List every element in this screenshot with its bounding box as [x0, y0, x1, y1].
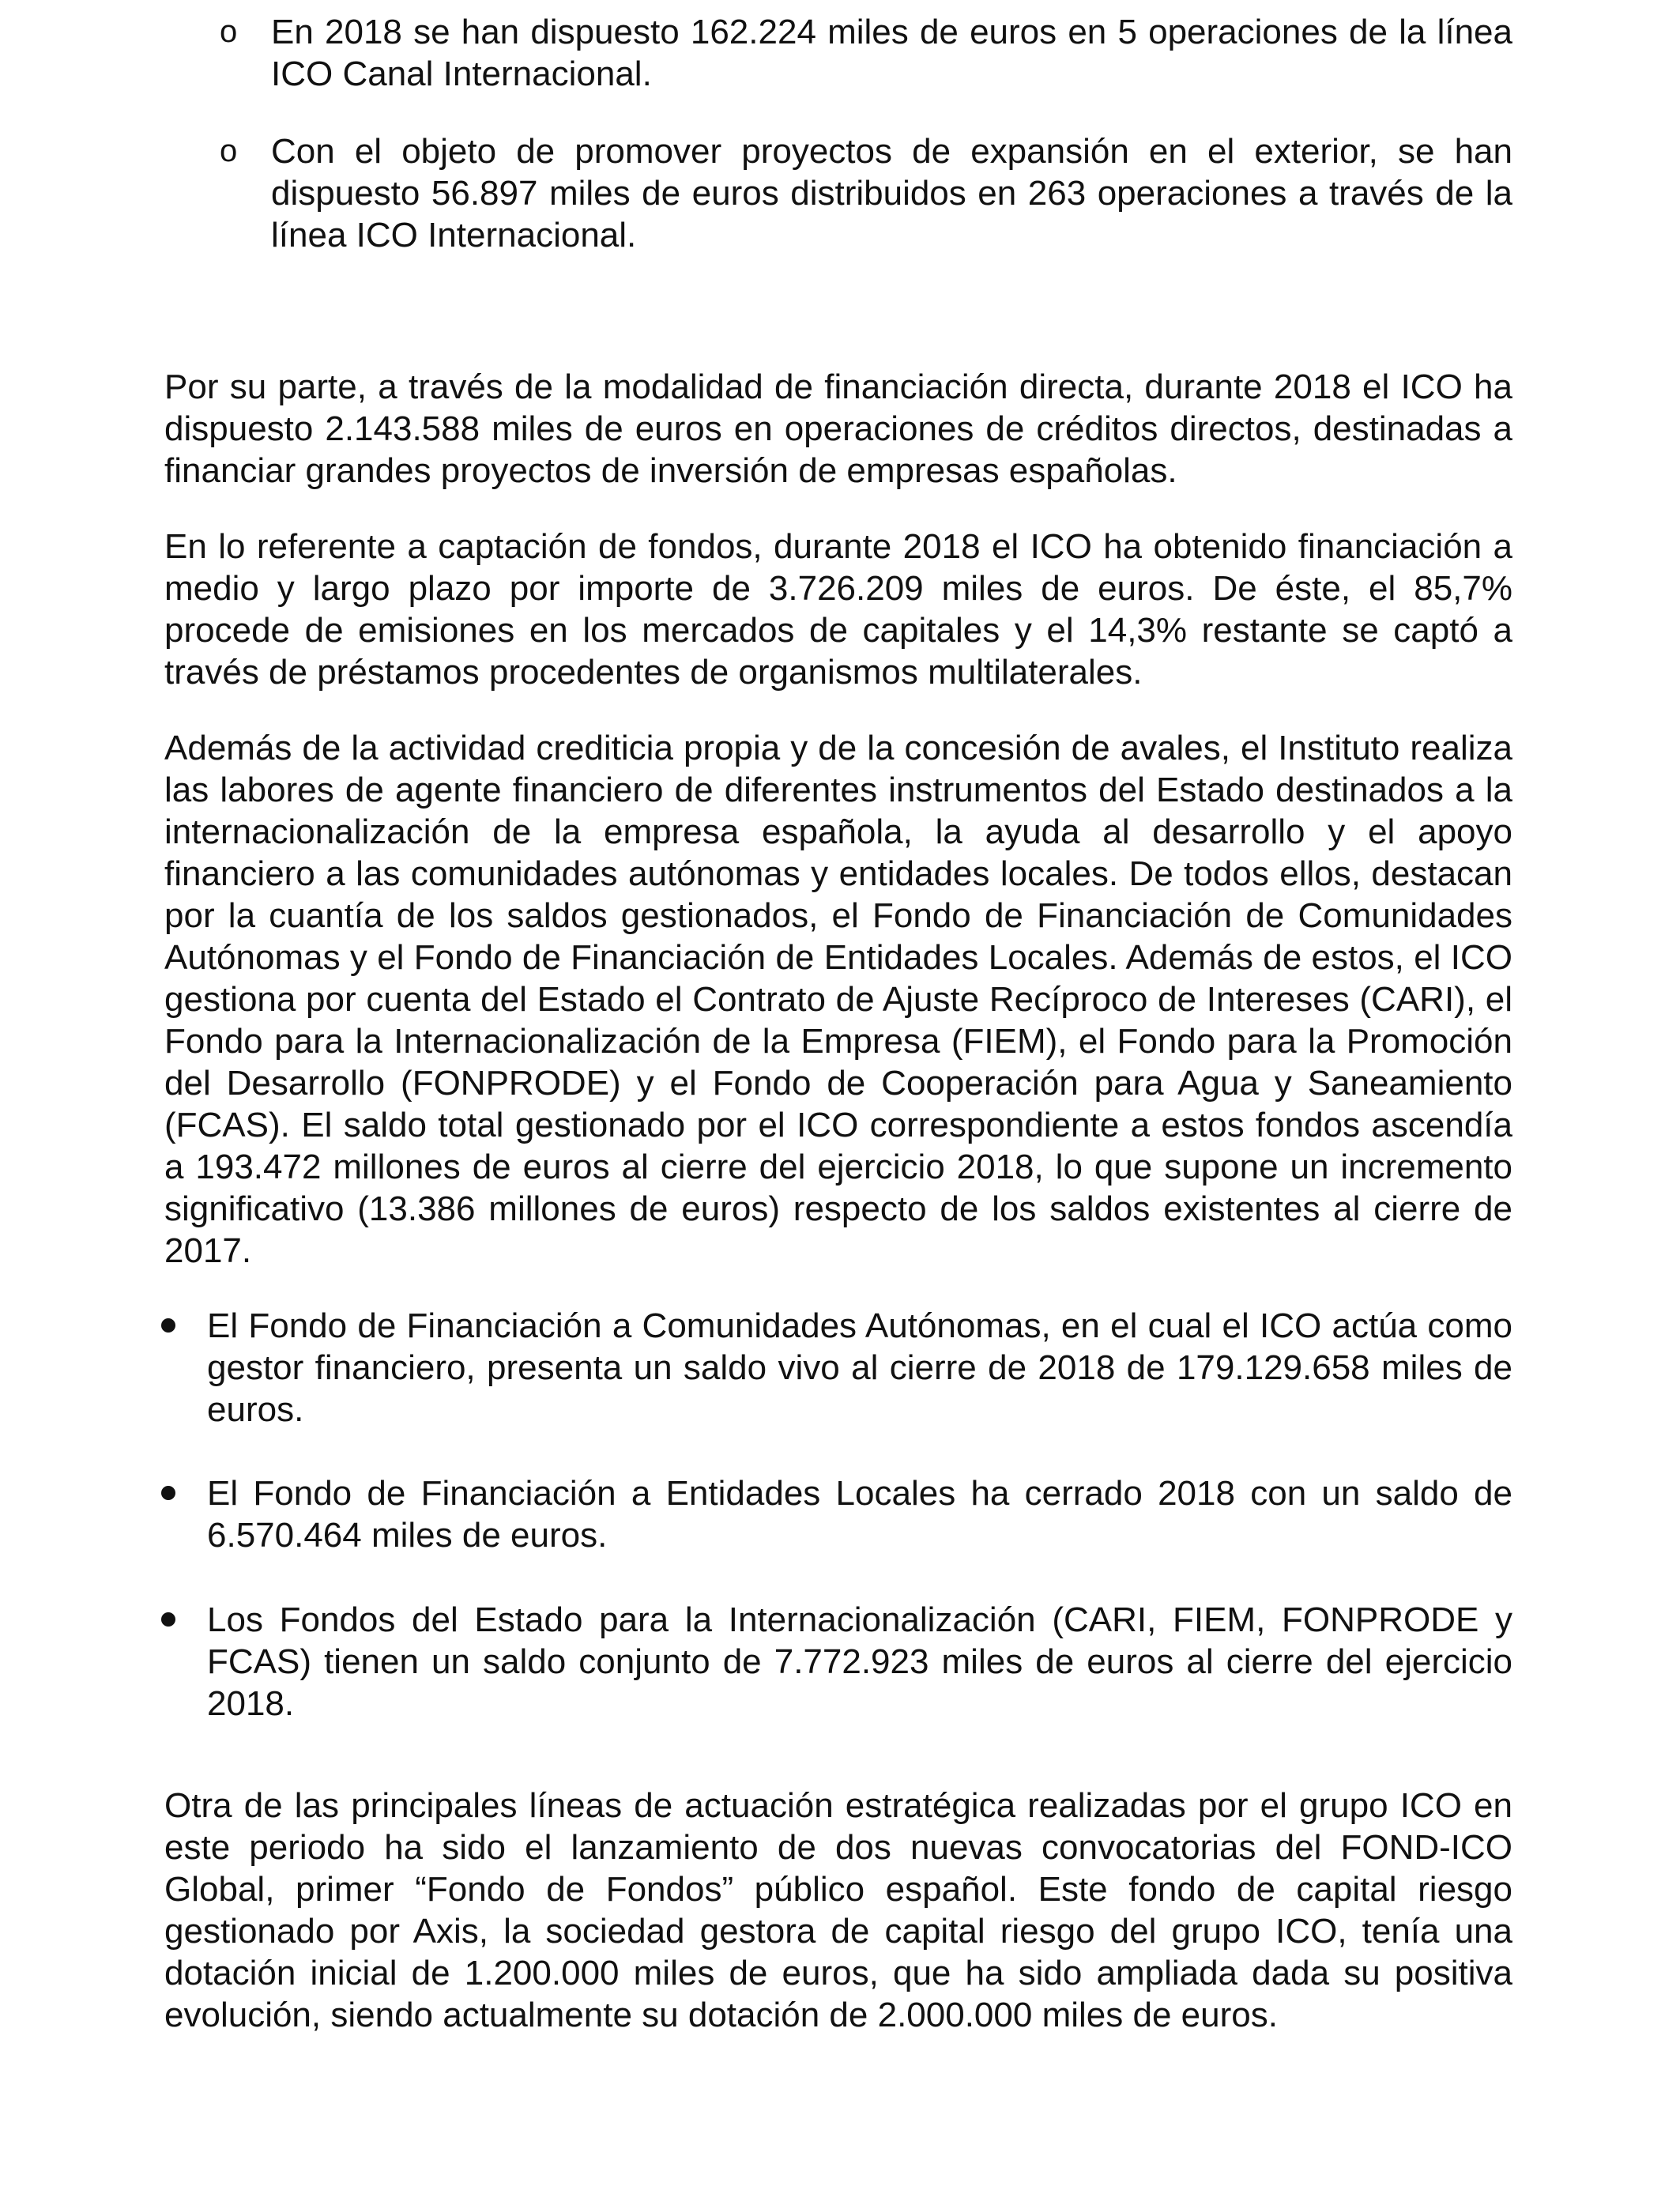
paragraph-financial-agent: Además de la actividad crediticia propia y de la concesión de avales, el Instituto realiza las labores de agente financiero de diferentes instrumentos del Estado destinados a la internacionalización de la empresa española, la ayuda al desarrollo y el apoyo financiero a las comunidades autónomas y entidades locales. De todos ellos, destacan por la cuantía de los saldos gestionados, el Fondo de Financiación de Comunidades Autónomas y el Fondo de Financiación de Entidades Locales. Además de estos, el ICO gestiona por cuenta del Estado el Contrato de Ajuste Recíproco de Intereses (CARI), el Fondo para la Internacionalización de la Empresa (FIEM), el Fondo para la Promoción del Desarrollo (FONPRODE) y el Fondo de Cooperación para Agua y Saneamiento (FCAS). El saldo total gestionado por el ICO correspondiente a estos fondos ascendía a 193.472 millones de euros al cierre del ejercicio 2018, lo que supone un incremento significativo (13.386 millones de euros) respecto de los saldos existentes al cierre de 2017.	[164, 729, 1512, 1270]
bullet-item: El Fondo de Financiación a Comunidades Autónomas, en el cual el ICO actúa como gestor financiero, presenta un saldo vivo al cierre de 2018 de 179.129.658 miles de euros.	[207, 1306, 1512, 1429]
sub-bullet-text: En 2018 se han dispuesto 162.224 miles de euros en 5 operaciones de la línea ICO Canal Internacional.	[271, 13, 1512, 93]
bullet-item: El Fondo de Financiación a Entidades Locales ha cerrado 2018 con un saldo de 6.570.464 miles de euros.	[207, 1474, 1512, 1555]
sub-bullet-marker: o	[220, 14, 238, 49]
sub-bullet-text: Con el objeto de promover proyectos de expansión en el exterior, se han dispuesto 56.897 miles de euros distribuidos en 263 operaciones a través de la línea ICO Internacional.	[271, 132, 1512, 254]
paragraph-funding: En lo referente a captación de fondos, durante 2018 el ICO ha obtenido financiación a medio y largo plazo por importe de 3.726.209 miles de euros. De éste, el 85,7% procede de emisiones en los mercados de capitales y el 14,3% restante se captó a través de préstamos procedentes de organismos multilaterales.	[164, 527, 1512, 692]
bullet-item: Los Fondos del Estado para la Internacionalización (CARI, FIEM, FONPRODE y FCAS) tienen un saldo conjunto de 7.772.923 miles de euros al cierre del ejercicio 2018.	[207, 1600, 1512, 1723]
bullet-icon	[161, 1612, 175, 1627]
sub-bullet-marker: o	[220, 134, 238, 168]
bullet-icon	[161, 1486, 175, 1500]
paragraph-direct-financing: Por su parte, a través de la modalidad de financiación directa, durante 2018 el ICO ha dispuesto 2.143.588 miles de euros en operaciones de créditos directos, destinadas a financiar grandes proyectos de inversión de empresas españolas.	[164, 368, 1512, 490]
bullet-icon	[161, 1318, 175, 1333]
paragraph-fond-ico: Otra de las principales líneas de actuación estratégica realizadas por el grupo ICO en este periodo ha sido el lanzamiento de dos nuevas convocatorias del FOND-ICO Global, primer “Fondo de Fondos” público español. Este fondo de capital riesgo gestionado por Axis, la sociedad gestora de capital riesgo del grupo ICO, tenía una dotación inicial de 1.200.000 miles de euros, que ha sido ampliada dada su positiva evolución, siendo actualmente su dotación de 2.000.000 miles de euros.	[164, 1786, 1512, 2034]
